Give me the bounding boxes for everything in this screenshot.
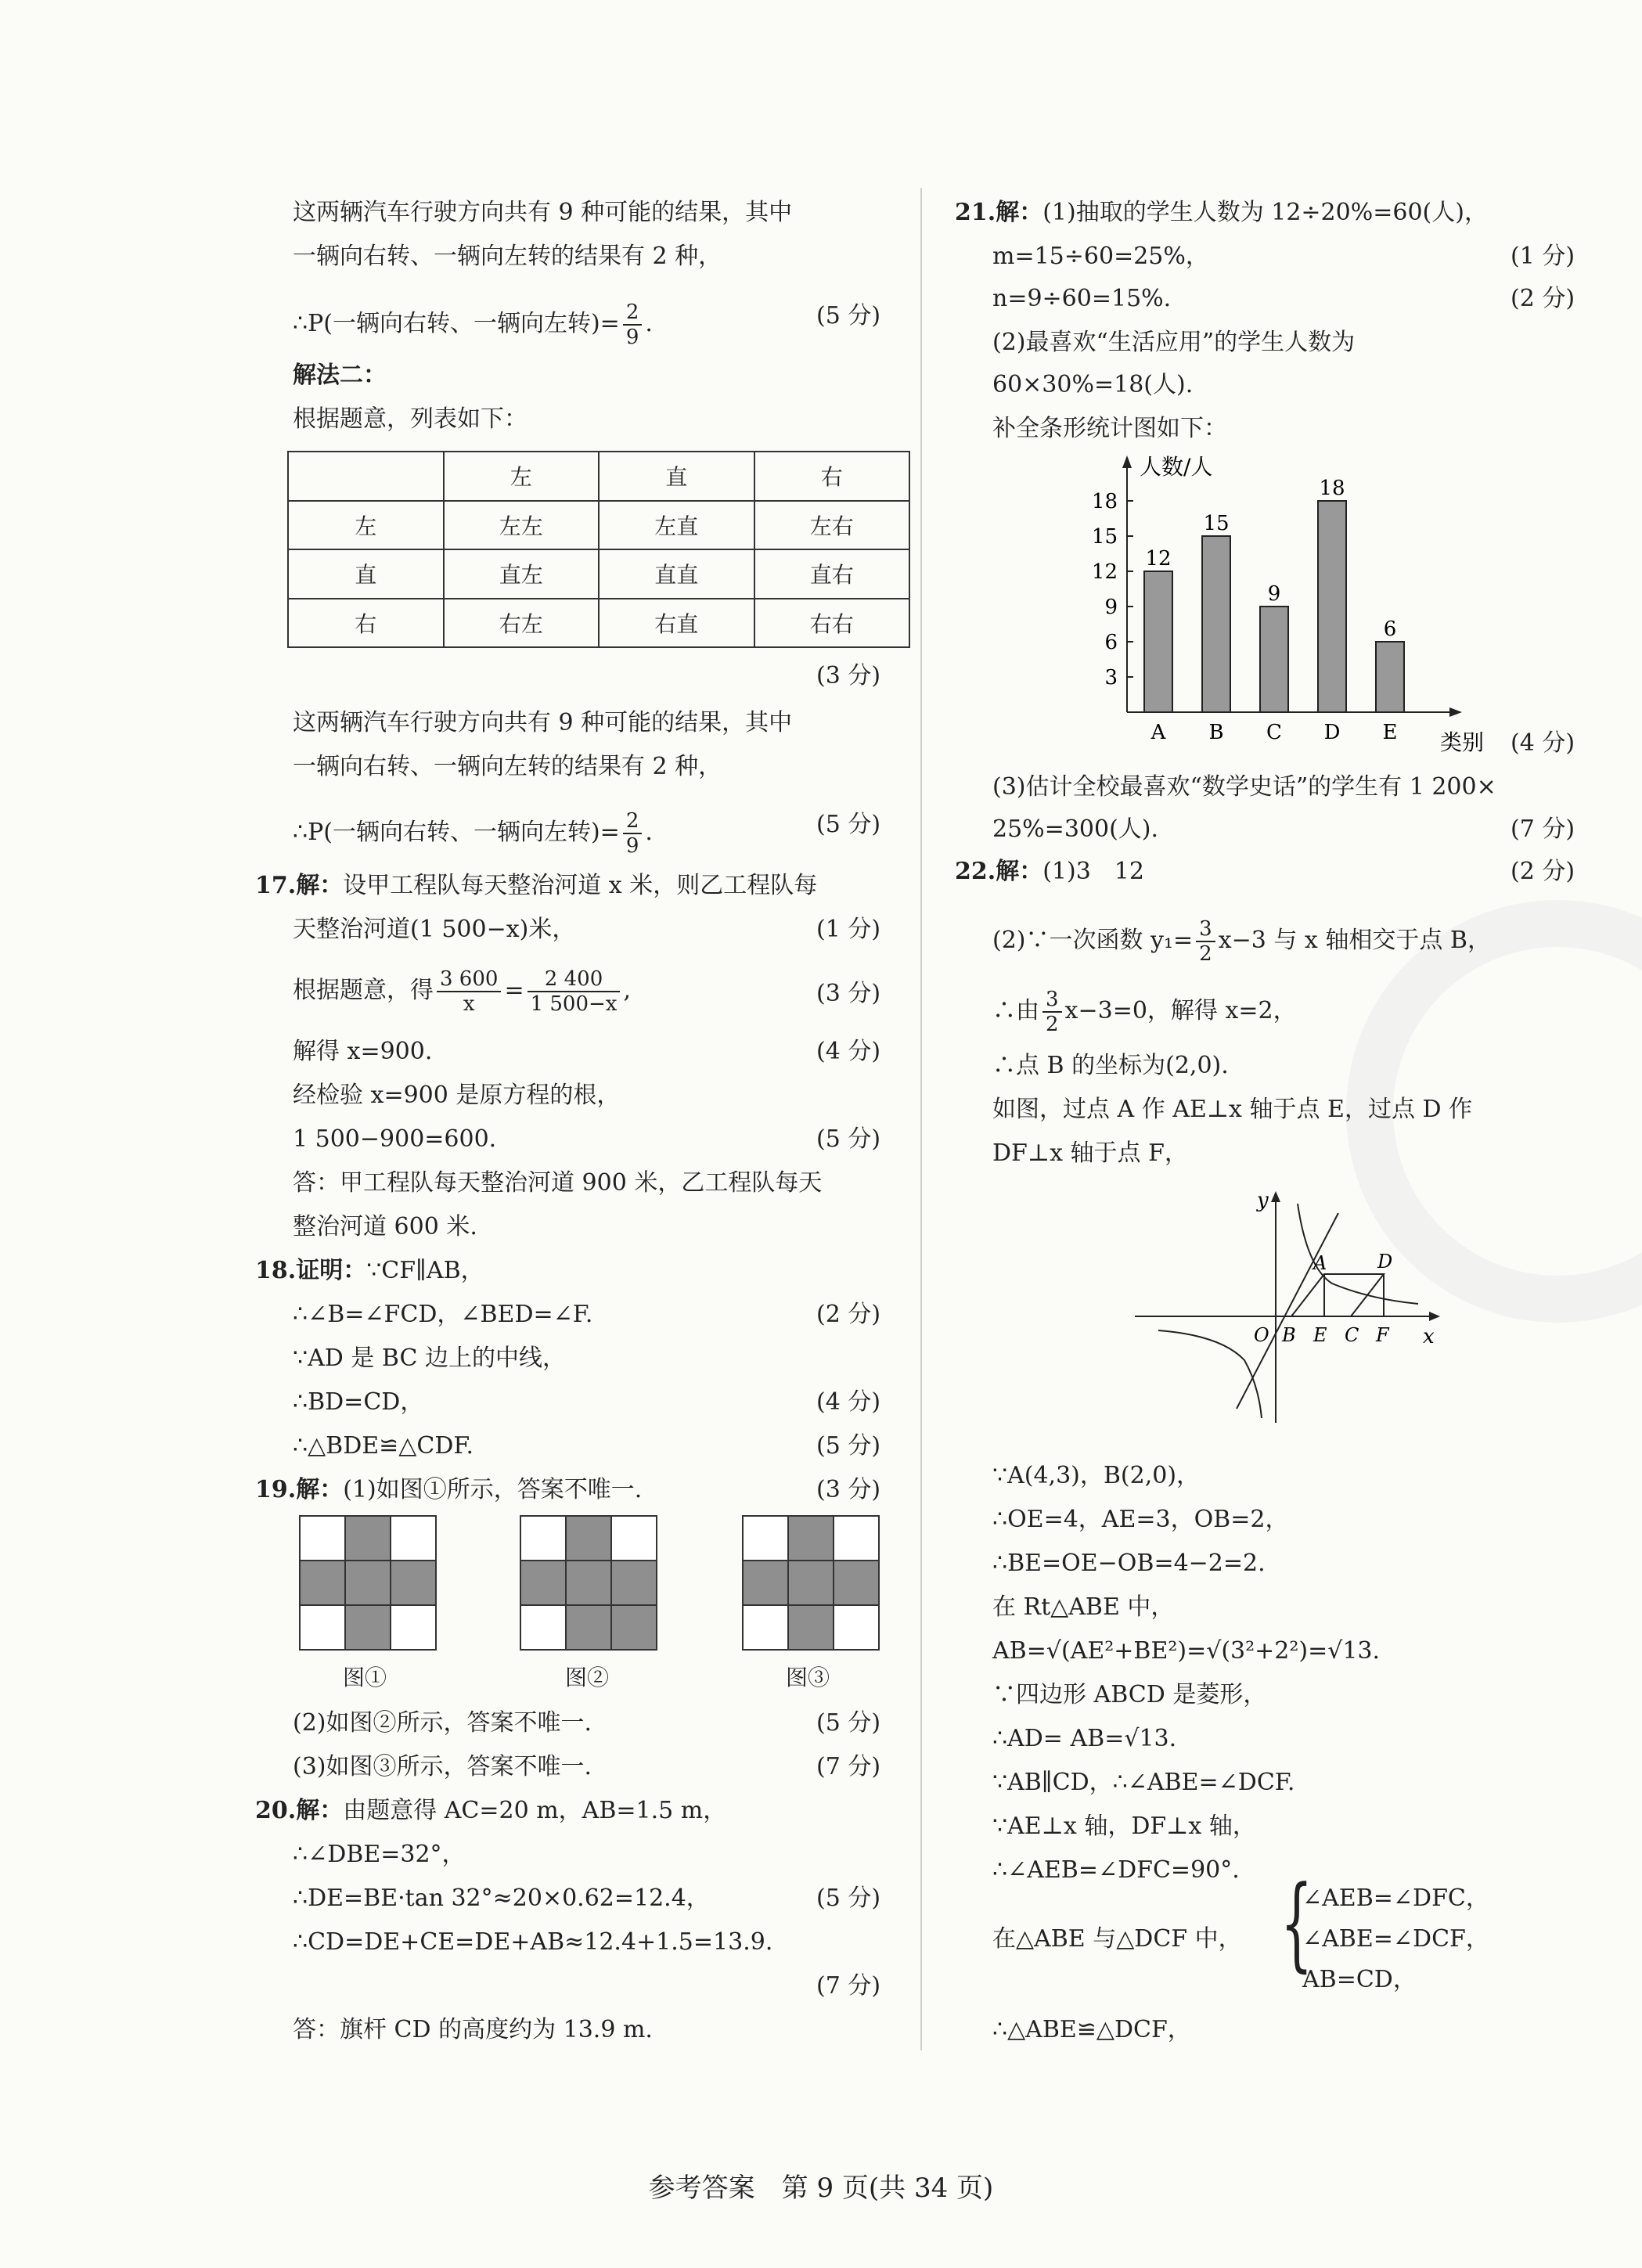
x-axis-label: 类别	[1440, 729, 1485, 755]
q21-score3: (2 分)	[1511, 285, 1575, 312]
q18-score4: (4 分)	[816, 1388, 881, 1416]
q21-line7: (3)估计全校最喜欢“数学史话”的学生有 1 200×	[992, 773, 1496, 801]
y-tick-label: 18	[1091, 490, 1118, 513]
q21-score2: (1 分)	[1511, 243, 1575, 270]
q22-line15: ∵AE⊥x 轴，DF⊥x 轴，	[992, 1813, 1256, 1840]
table-cell: 右左	[444, 599, 600, 648]
q22-score1: (2 分)	[1511, 858, 1575, 885]
bar-C	[1260, 607, 1288, 712]
y-axis-arrow	[1122, 455, 1132, 468]
q22-line13: ∴AD= AB=√13.	[992, 1725, 1177, 1752]
q18-score2: (2 分)	[816, 1301, 881, 1328]
bar-value-label: 15	[1203, 512, 1230, 535]
y-tick-label: 6	[1104, 631, 1118, 654]
graph-y-arrow	[1271, 1191, 1280, 1202]
prob1-score: (5 分)	[816, 302, 881, 329]
prob2: ∴P(一辆向右转、一辆向左转)= $\frac{2}{9}$ .	[293, 809, 653, 858]
y-tick-label: 9	[1104, 596, 1118, 619]
table-row	[288, 549, 909, 599]
q21-line1: 21.解：(1)抽取的学生人数为 12÷20%=60(人)，	[955, 199, 1488, 226]
q17-line2: 天整治河道(1 500−x)米，	[293, 916, 576, 943]
q22-line11: AB=√(AE²+BE²)=√(3²+2²)=√13.	[992, 1637, 1381, 1665]
function-graph	[1127, 1174, 1456, 1432]
x-axis-arrow	[1449, 707, 1462, 717]
graph-x-label: x	[1423, 1325, 1435, 1348]
column-divider	[920, 188, 922, 2050]
table-cell: 左左	[444, 501, 600, 550]
point-f-label: F	[1376, 1324, 1389, 1346]
q18-line5: ∴△BDE≌△CDF.	[293, 1432, 474, 1460]
q19-line3: (3)如图③所示，答案不唯一.	[293, 1753, 592, 1780]
q21-score8: (7 分)	[1511, 815, 1575, 843]
point-a-label: A	[1313, 1252, 1327, 1274]
table-cell: 右直	[599, 599, 754, 648]
table-cell: 左	[444, 452, 600, 501]
q22-line4: ∴点 B 的坐标为(2,0).	[992, 1052, 1229, 1079]
q22-line7: ∵A(4,3)，B(2,0)，	[992, 1462, 1201, 1489]
q17-line4: 解得 x=900.	[293, 1038, 433, 1065]
q22-line10: 在 Rt△ABE 中，	[992, 1593, 1175, 1621]
q18-line1: 18.证明：∵CF∥AB，	[255, 1257, 484, 1284]
q19-score1: (3 分)	[816, 1476, 881, 1503]
table-row	[288, 599, 909, 648]
table-cell: 右	[288, 599, 444, 648]
q22-line8: ∴OE=4，AE=3，OB=2，	[992, 1506, 1289, 1533]
table-cell: 直左	[444, 549, 600, 599]
q22-line14: ∵AB∥CD，∴∠ABE=∠DCF.	[992, 1769, 1295, 1796]
q18-line3: ∵AD 是 BC 边上的中线，	[293, 1345, 566, 1372]
left-p2a: 这两辆汽车行驶方向共有 9 种可能的结果，其中	[293, 709, 793, 736]
q17-score3: (3 分)	[816, 980, 881, 1007]
bar-value-label: 6	[1383, 617, 1397, 641]
table-cell: 直	[288, 549, 444, 599]
graph-origin-label: O	[1254, 1324, 1269, 1346]
graph-x-arrow	[1429, 1312, 1440, 1321]
table-row	[288, 501, 909, 550]
figure-3-caption: 图③	[786, 1665, 830, 1690]
q22-line2: (2)∵一次函数 y₁= $\frac{3}{2}$ x−3 与 x 轴相交于点 B，	[992, 917, 1491, 966]
q17-line6: 1 500−900=600.	[293, 1125, 497, 1153]
point-c-label: C	[1345, 1324, 1359, 1346]
y-tick-label: 12	[1091, 560, 1118, 584]
q20-line4: ∴CD=DE+CE=DE+AB≈12.4+1.5=13.9.	[293, 1928, 773, 1956]
figure-1-caption: 图①	[343, 1665, 387, 1690]
figure-1-grid	[299, 1515, 437, 1651]
q21-line3: n=9÷60=15%.	[992, 285, 1172, 312]
q18-line4: ∴BD=CD，	[293, 1388, 424, 1416]
y-tick-label: 15	[1091, 525, 1118, 549]
chart-score: (4 分)	[1511, 729, 1575, 757]
q17-score4: (4 分)	[816, 1038, 881, 1065]
q22-system-1: ∠AEB=∠DFC，	[1302, 1885, 1489, 1912]
q19-score3: (7 分)	[816, 1753, 881, 1780]
q21-line2: m=15÷60=25%，	[992, 243, 1209, 270]
table-row	[288, 452, 909, 501]
q19-score2: (5 分)	[816, 1709, 881, 1737]
point-b-label: B	[1282, 1324, 1296, 1346]
list-intro: 根据题意，列表如下：	[293, 405, 528, 433]
hyperbola-branch-2	[1158, 1330, 1262, 1418]
table-score: (3 分)	[816, 662, 881, 689]
q18-line2: ∴∠B=∠FCD，∠BED=∠F.	[293, 1301, 593, 1328]
bar-B	[1202, 536, 1230, 712]
system-brace: {	[1280, 1863, 1313, 1982]
table-cell: 右右	[754, 599, 910, 648]
y-axis-label: 人数/人	[1140, 454, 1213, 480]
figure-3-grid	[742, 1515, 880, 1651]
q19-line2: (2)如图②所示，答案不唯一.	[293, 1709, 592, 1737]
bar-A	[1144, 571, 1172, 712]
q20-line5: 答：旗杆 CD 的高度约为 13.9 m.	[293, 2016, 653, 2043]
q17-line1: 17.解：设甲工程队每天整治河道 x 米，则乙工程队每	[255, 872, 818, 899]
q20-line1: 20.解：由题意得 AC=20 m，AB=1.5 m，	[255, 1797, 727, 1824]
category-label: B	[1208, 721, 1224, 744]
q17-line8: 整治河道 600 米.	[293, 1213, 477, 1240]
left-p1a: 这两辆汽车行驶方向共有 9 种可能的结果，其中	[293, 199, 793, 226]
q21-line8: 25%=300(人).	[992, 815, 1159, 843]
figure-2-caption: 图②	[565, 1665, 610, 1690]
q17-line5: 经检验 x=900 是原方程的根，	[293, 1082, 621, 1109]
page-footer: 参考答案 第 9 页(共 34 页)	[648, 2173, 994, 2204]
q22-line6: DF⊥x 轴于点 F，	[992, 1139, 1188, 1167]
q17-line7: 答：甲工程队每天整治河道 900 米，乙工程队每天	[293, 1169, 823, 1197]
q17-equation: 根据题意，得 $\frac{3 600}{x}$ = $\frac{2 400}{1 500-x}$ ,	[293, 967, 632, 1016]
q22-system-2: ∠ABE=∠DCF，	[1302, 1925, 1489, 1953]
q22-line9: ∴BE=OE−OB=4−2=2.	[992, 1550, 1266, 1577]
y-tick-label: 3	[1104, 666, 1118, 689]
method2-heading: 解法二：	[293, 362, 387, 389]
q20-score3: (5 分)	[816, 1885, 881, 1912]
table-cell	[288, 452, 444, 501]
q17-score1: (1 分)	[816, 916, 881, 943]
q22-line1: 22.解：(1)3 12	[955, 858, 1144, 885]
bar-E	[1376, 642, 1404, 712]
q21-line6: 补全条形统计图如下：	[992, 415, 1227, 442]
q22-system-lead: 在△ABE 与△DCF 中，	[992, 1925, 1242, 1953]
bar-value-label: 18	[1319, 477, 1345, 500]
table-cell: 左直	[599, 501, 754, 550]
q22-line3: ∴由 $\frac{3}{2}$ x−3=0，解得 x=2，	[992, 988, 1297, 1036]
q22-line12: ∵四边形 ABCD 是菱形，	[992, 1681, 1267, 1708]
q22-line5: 如图，过点 A 作 AE⊥x 轴于点 E，过点 D 作	[992, 1096, 1473, 1123]
q17-score6: (5 分)	[816, 1125, 881, 1153]
left-p1b: 一辆向右转、一辆向左转的结果有 2 种，	[293, 243, 722, 270]
table-cell: 左右	[754, 501, 910, 550]
category-label: C	[1266, 721, 1282, 744]
point-e-label: E	[1313, 1324, 1327, 1346]
table-cell: 直	[599, 452, 754, 501]
q21-line4: (2)最喜欢“生活应用”的学生人数为	[992, 329, 1356, 356]
bar-chart	[1072, 446, 1511, 759]
category-label: E	[1382, 721, 1398, 744]
q22-line17: ∴△ABE≌△DCF，	[992, 2016, 1191, 2043]
linear-function-line	[1237, 1213, 1338, 1409]
category-label: A	[1150, 721, 1166, 744]
q19-line1: 19.解：(1)如图①所示，答案不唯一.	[255, 1476, 643, 1503]
prob1: ∴P(一辆向右转、一辆向左转)= $\frac{2}{9}$ .	[293, 301, 653, 349]
q20-score4: (7 分)	[816, 1972, 881, 2000]
q18-score5: (5 分)	[816, 1432, 881, 1460]
figure-2-grid	[520, 1515, 657, 1651]
prob2-score: (5 分)	[816, 811, 881, 838]
q21-line5: 60×30%=18(人).	[992, 371, 1194, 398]
point-d-label: D	[1377, 1251, 1393, 1273]
bar-D	[1318, 501, 1346, 712]
table-cell: 直直	[599, 549, 754, 599]
bar-value-label: 12	[1145, 547, 1172, 571]
left-p2b: 一辆向右转、一辆向左转的结果有 2 种，	[293, 753, 722, 780]
bar-value-label: 9	[1267, 582, 1281, 606]
graph-y-label: y	[1257, 1189, 1269, 1212]
table-cell: 右	[754, 452, 910, 501]
q22-system-3: AB=CD，	[1302, 1966, 1417, 1993]
table-cell: 左	[288, 501, 444, 550]
q20-line2: ∴∠DBE=32°，	[293, 1841, 466, 1868]
q20-line3: ∴DE=BE·tan 32°≈20×0.62=12.4，	[293, 1885, 710, 1912]
q22-line16: ∴∠AEB=∠DFC=90°.	[992, 1856, 1240, 1884]
table-cell: 直右	[754, 549, 910, 599]
outcome-table	[287, 451, 910, 648]
category-label: D	[1323, 721, 1341, 744]
